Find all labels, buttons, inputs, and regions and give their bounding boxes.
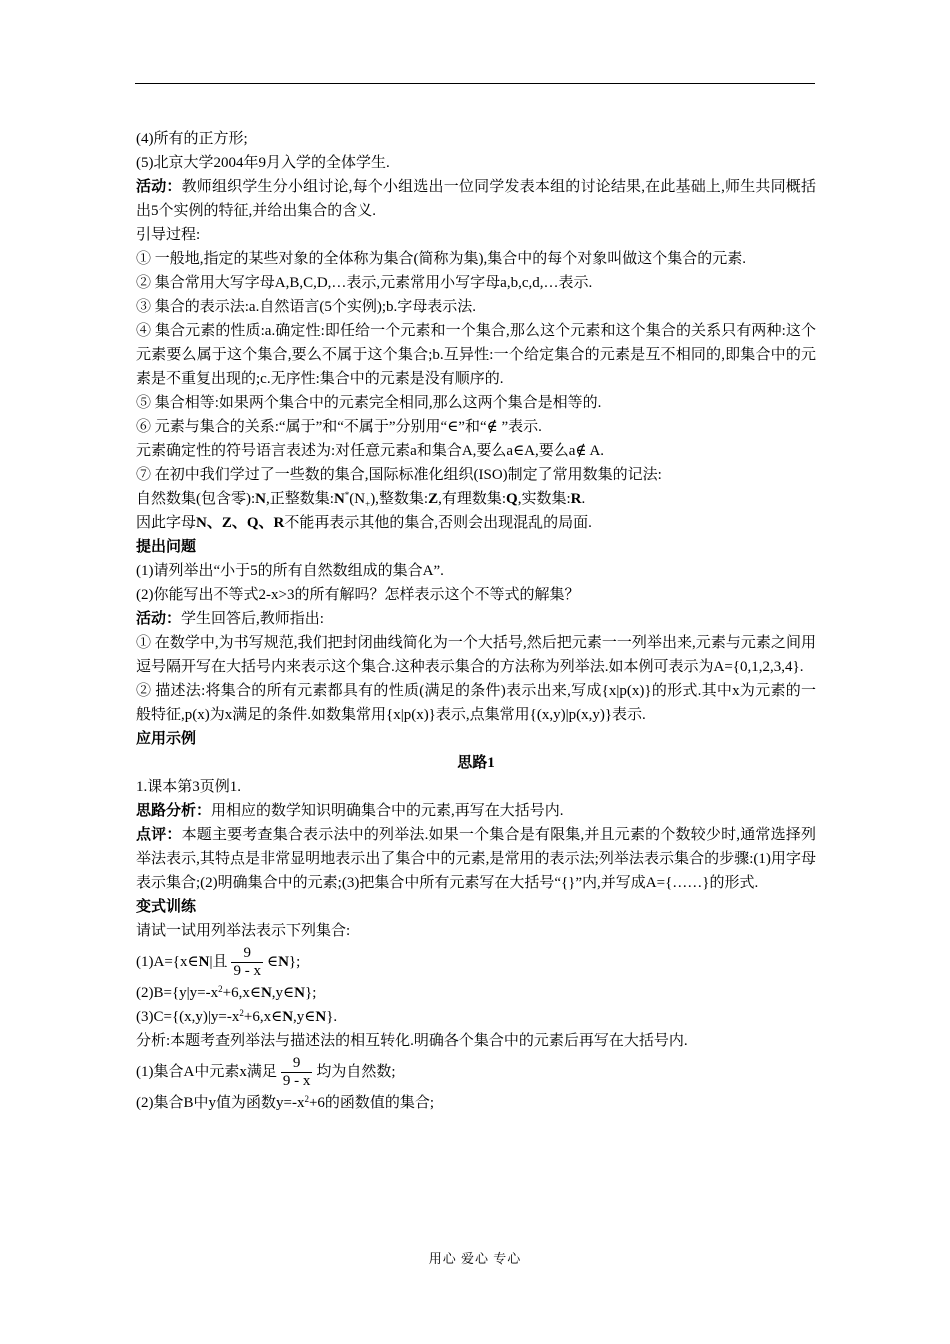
superscript: 2 bbox=[304, 1094, 309, 1104]
fraction bbox=[231, 945, 263, 980]
text: }; bbox=[288, 954, 301, 970]
try-prompt: 请试一试用列举法表示下列集合: bbox=[136, 923, 351, 939]
set-z: Z bbox=[428, 491, 439, 507]
comment-label: 点评： bbox=[136, 827, 182, 843]
activity-2 bbox=[136, 607, 816, 631]
set-letters: N、Z、Q、R bbox=[196, 515, 285, 531]
point-1: ① 一般地,指定的某些对象的全体称为集合(简称为集),集合中的每个对象叫做这个集合的元素. bbox=[136, 251, 746, 267]
activity-label: 活动： bbox=[136, 179, 182, 195]
point-4: ④ 集合元素的性质:a.确定性:即任给一个元素和一个集合,那么这个元素和这个集合的关系只有两种:这个元素要么属于这个集合,要么不属于这个集合;b.互异性:一个给定集合的元素是互不相同的,即集合中的元素是不重复出现的;c.无序性:集合中的元素是没有顺序的. bbox=[136, 323, 816, 387]
text: }. bbox=[326, 1009, 338, 1025]
comment bbox=[136, 823, 816, 895]
set-q: Q bbox=[506, 491, 518, 507]
set-r: R bbox=[570, 491, 582, 507]
fraction bbox=[281, 1055, 313, 1090]
analysis-text: 用相应的数学知识明确集合中的元素,再写在大括号内. bbox=[211, 803, 564, 819]
text: (1)集合A中元素x满足 bbox=[136, 1064, 277, 1080]
point-7: ⑦ 在初中我们学过了一些数的集合,国际标准化组织(ISO)制定了常用数集的记法: bbox=[136, 467, 662, 483]
exercise-3 bbox=[136, 1005, 816, 1029]
text: (1)A={x∈ bbox=[136, 954, 199, 970]
text: ,有理数集: bbox=[438, 491, 507, 507]
page-footer: 用心 爱心 专心 bbox=[428, 1251, 522, 1266]
text: 因此字母 bbox=[136, 515, 197, 531]
set-n: N bbox=[260, 985, 272, 1001]
set-n: N bbox=[282, 1009, 294, 1025]
set-n: N bbox=[198, 954, 210, 970]
text: 不能再表示其他的集合,否则会出现混乱的局面. bbox=[284, 515, 592, 531]
set-n-star: N bbox=[333, 491, 345, 507]
point-6-symbolic: 元素确定性的符号语言表述为:对任意元素a和集合A,要么a∈A,要么a∉ A. bbox=[136, 443, 605, 459]
text: (3)C={(x,y)|y=-x bbox=[136, 1009, 240, 1025]
example-4: (4)所有的正方形; bbox=[136, 131, 248, 147]
superscript: 2 bbox=[239, 1008, 244, 1018]
activity-text: 学生回答后,教师指出: bbox=[181, 611, 324, 627]
answer-2: ② 描述法:将集合的所有元素都具有的性质(满足的条件)表示出来,写成{x|p(x)}的形式.其中x为元素的一般特征,p(x)为x满足的条件.如数集常用{x|p(x)}表示,点集常用{(x,y)|p(x,y)}表示. bbox=[136, 683, 816, 723]
subsection-heading: 思路1 bbox=[457, 755, 495, 771]
example-5: (5)北京大学2004年9月入学的全体学生. bbox=[136, 155, 390, 171]
example-ref: 1.课本第3页例1. bbox=[136, 779, 242, 795]
text: +6,x∈ bbox=[222, 985, 261, 1001]
text: +6的函数值的集合; bbox=[308, 1095, 435, 1111]
set-n: N bbox=[294, 985, 305, 1001]
text: ,实数集: bbox=[517, 491, 571, 507]
letters-note bbox=[136, 511, 816, 535]
text: (2)集合B中y值为函数y=-x bbox=[136, 1095, 305, 1111]
point-3: ③ 集合的表示法:a.自然语言(5个实例);b.字母表示法. bbox=[136, 299, 476, 315]
text: ,正整数集: bbox=[266, 491, 334, 507]
text: +6,x∈ bbox=[243, 1009, 283, 1025]
activity-1 bbox=[136, 175, 816, 223]
fraction-denominator: 9 - x bbox=[282, 1073, 311, 1090]
text: ,y∈ bbox=[293, 1009, 316, 1025]
text: ),整数集: bbox=[370, 491, 429, 507]
header-rule bbox=[135, 83, 815, 84]
activity-label: 活动： bbox=[136, 611, 182, 627]
section-heading-variant: 变式训练 bbox=[136, 899, 197, 915]
text: |且 bbox=[209, 954, 228, 970]
point-6: ⑥ 元素与集合的关系:“属于”和“不属于”分别用“∈”和“∉ ”表示. bbox=[136, 419, 542, 435]
point-5: ⑤ 集合相等:如果两个集合中的元素完全相同,那么这两个集合是相等的. bbox=[136, 395, 602, 411]
section-heading-examples: 应用示例 bbox=[136, 731, 197, 747]
exercise-2 bbox=[136, 981, 816, 1005]
text: ,y∈ bbox=[271, 985, 295, 1001]
fraction-numerator: 9 bbox=[292, 1055, 301, 1072]
analysis-1 bbox=[136, 1053, 816, 1091]
analysis-label: 思路分析： bbox=[136, 803, 212, 819]
text: }; bbox=[305, 985, 317, 1001]
text: ∈ bbox=[266, 954, 279, 970]
section-heading-questions: 提出问题 bbox=[136, 539, 197, 555]
analysis-intro: 分析:本题考查列举法与描述法的相互转化.明确各个集合中的元素后再写在大括号内. bbox=[136, 1033, 688, 1049]
exercise-1 bbox=[136, 943, 816, 981]
number-sets bbox=[136, 487, 816, 511]
question-2: (2)你能写出不等式2-x>3的所有解吗？怎样表示这个不等式的解集？ bbox=[136, 587, 580, 603]
text: (N bbox=[349, 491, 366, 507]
set-n: N bbox=[315, 1009, 327, 1025]
superscript: * bbox=[344, 490, 350, 500]
text: . bbox=[581, 491, 586, 507]
text: (2)B={y|y=-x bbox=[136, 985, 219, 1001]
text: 自然数集(包含零): bbox=[136, 491, 256, 507]
analysis-2 bbox=[136, 1091, 816, 1115]
activity-text: 教师组织学生分小组讨论,每个小组选出一位同学发表本组的讨论结果,在此基础上,师生共同概括出5个实例的特征,并给出集合的含义. bbox=[136, 179, 816, 219]
guide-heading: 引导过程: bbox=[136, 227, 201, 243]
question-1: (1)请列举出“小于5的所有自然数组成的集合A”. bbox=[136, 563, 444, 579]
text: 均为自然数; bbox=[316, 1064, 396, 1080]
set-n: N bbox=[255, 491, 267, 507]
fraction-denominator: 9 - x bbox=[233, 963, 261, 980]
fraction-numerator: 9 bbox=[243, 945, 251, 962]
subscript: + bbox=[365, 499, 371, 509]
document-body bbox=[136, 127, 816, 1115]
set-n: N bbox=[278, 954, 289, 970]
comment-text: 本题主要考查集合表示法中的列举法.如果一个集合是有限集,并且元素的个数较少时,通常选择列举法表示,其特点是非常显明地表示出了集合中的元素,是常用的表示法;列举法表示集合的步骤:(1)用字母表示集合;(2)明确集合中的元素;(3)把集合中所有元素写在大括号“{}”内,并写成A={……}的形式. bbox=[136, 827, 816, 891]
answer-1: ① 在数学中,为书写规范,我们把封闭曲线简化为一个大括号,然后把元素一一列举出来,元素与元素之间用逗号隔开写在大括号内来表示这个集合.这种表示集合的方法称为列举法.如本例可表示为A={0,1,2,3,4}. bbox=[136, 635, 816, 675]
superscript: 2 bbox=[218, 984, 223, 994]
analysis bbox=[136, 799, 816, 823]
point-2: ② 集合常用大写字母A,B,C,D,…表示,元素常用小写字母a,b,c,d,…表示. bbox=[136, 275, 593, 291]
